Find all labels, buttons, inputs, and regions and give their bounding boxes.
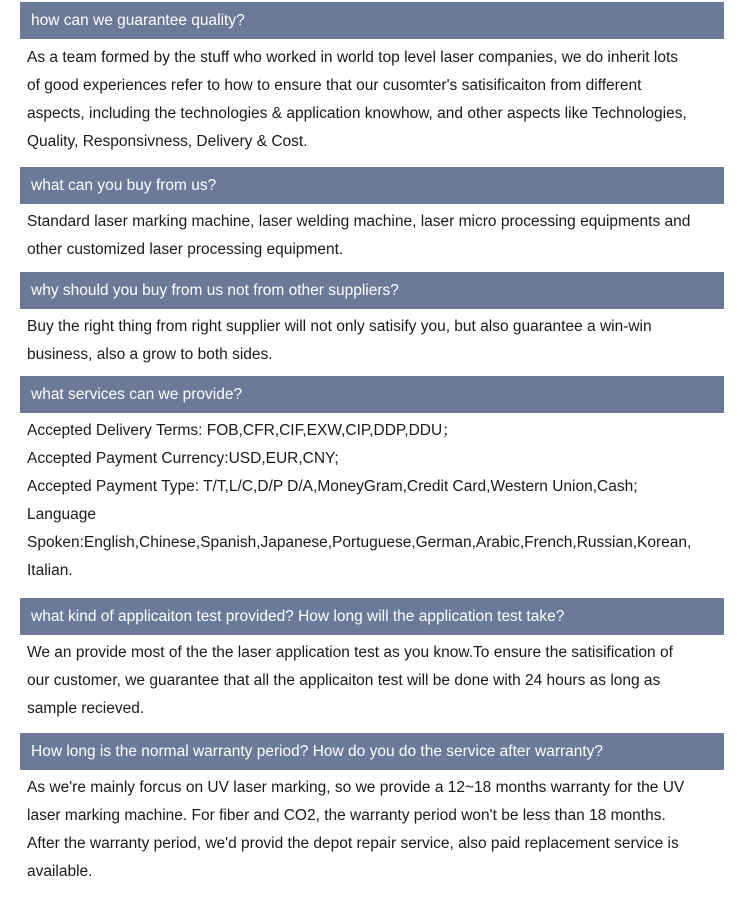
body-line: of good experiences refer to how to ensure that our cusomter's satisificaiton from different xyxy=(27,77,642,94)
body-line: We an provide most of the the laser application test as you know.To ensure the satisification of xyxy=(27,644,673,661)
body-line: Standard laser marking machine, laser welding machine, laser micro processing equipments and xyxy=(27,213,691,230)
section-heading-why-us: why should you buy from us not from other suppliers? xyxy=(20,272,724,309)
body-line: aspects, including the technologies & application knowhow, and other aspects like Technologies, xyxy=(27,105,687,122)
section-body-why-us xyxy=(27,313,727,369)
section-body-warranty xyxy=(27,774,727,886)
body-line: Spoken:English,Chinese,Spanish,Japanese,Portuguese,German,Arabic,French,Russian,Korean, xyxy=(27,534,692,551)
body-line: Accepted Payment Currency:USD,EUR,CNY; xyxy=(27,450,339,467)
body-line: Language xyxy=(27,506,96,523)
body-line: sample recieved. xyxy=(27,700,145,717)
section-heading-products: what can you buy from us? xyxy=(20,167,724,204)
body-line: As we're mainly forcus on UV laser marking, so we provide a 12~18 months warranty for the UV xyxy=(27,779,685,796)
body-line: business, also a grow to both sides. xyxy=(27,346,273,363)
section-body-quality xyxy=(27,44,727,156)
section-body-application-test xyxy=(27,639,727,723)
body-line: our customer, we guarantee that all the applicaiton test will be done with 24 hours as long as xyxy=(27,672,661,689)
body-line: Quality, Responsivness, Delivery & Cost. xyxy=(27,133,308,150)
body-line: After the warranty period, we'd provid the depot repair service, also paid replacement service is xyxy=(27,835,679,852)
section-heading-quality: how can we guarantee quality? xyxy=(20,2,724,39)
body-line: laser marking machine. For fiber and CO2, the warranty period won't be less than 18 months. xyxy=(27,807,666,824)
section-body-services xyxy=(27,417,727,585)
section-heading-application-test: what kind of applicaiton test provided? How long will the application test take? xyxy=(20,598,724,635)
section-heading-warranty: How long is the normal warranty period? How do you do the service after warranty? xyxy=(20,733,724,770)
section-body-products xyxy=(27,208,727,264)
body-line: other customized laser processing equipment. xyxy=(27,241,344,258)
body-line: available. xyxy=(27,863,93,880)
body-line: As a team formed by the stuff who worked in world top level laser companies, we do inherit lots xyxy=(27,49,679,66)
body-line: Italian. xyxy=(27,562,73,579)
body-line: Accepted Payment Type: T/T,L/C,D/P D/A,MoneyGram,Credit Card,Western Union,Cash; xyxy=(27,478,638,495)
section-heading-services: what services can we provide? xyxy=(20,376,724,413)
body-line: Accepted Delivery Terms: FOB,CFR,CIF,EXW,CIP,DDP,DDU； xyxy=(27,422,458,439)
body-line: Buy the right thing from right supplier will not only satisify you, but also guarantee a win-win xyxy=(27,318,652,335)
